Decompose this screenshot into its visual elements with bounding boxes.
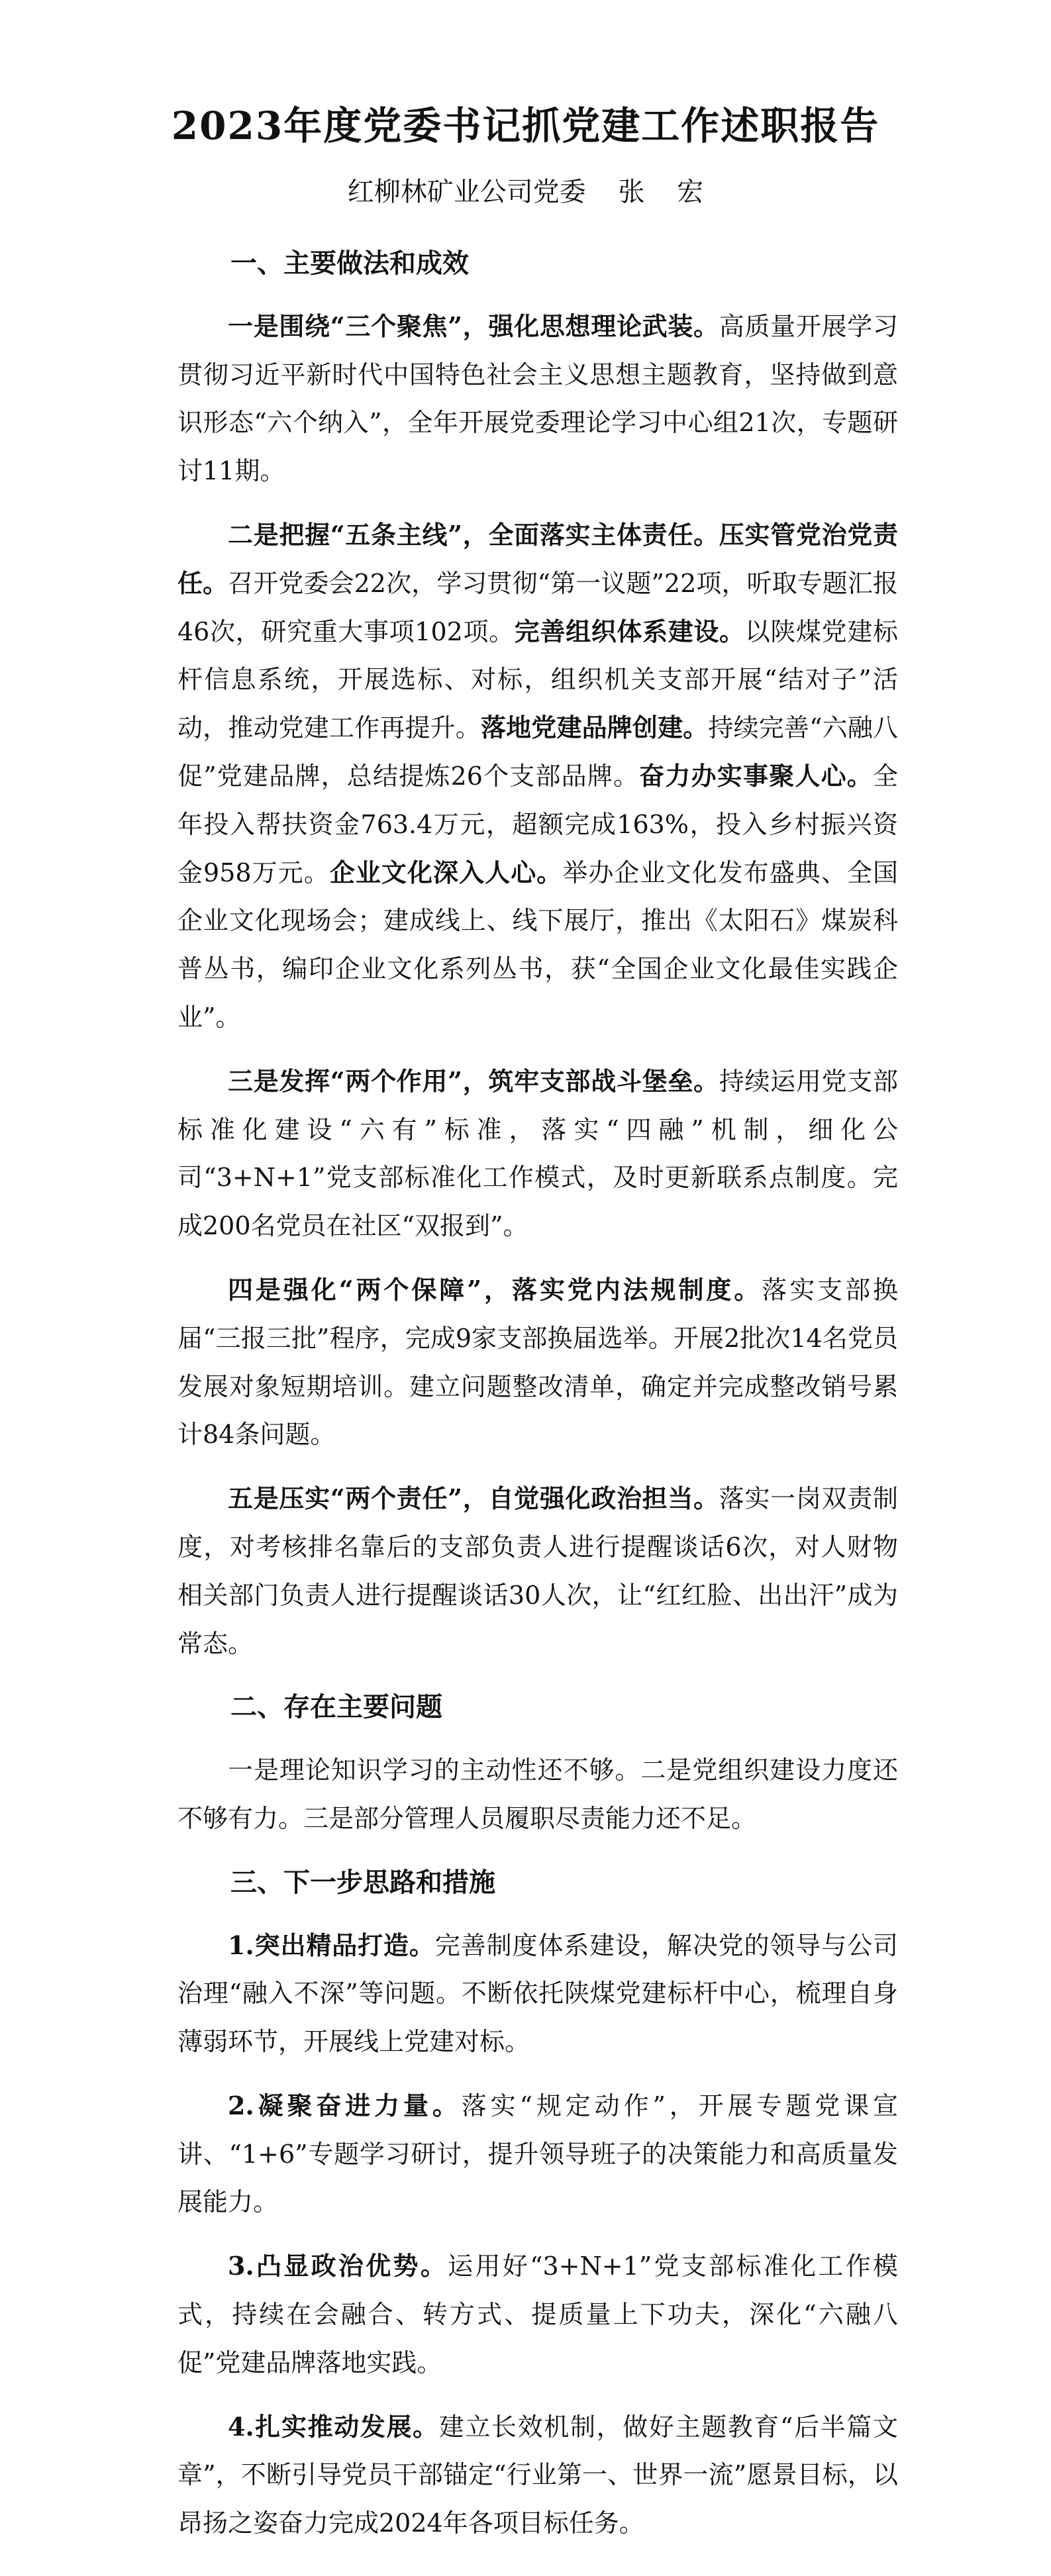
paragraph-lead: 3.凸显政治优势。	[228, 2251, 448, 2281]
paragraph-regulations	[177, 1266, 898, 1459]
paragraph-sublead: 落地党建品牌创建。	[480, 713, 709, 743]
paragraph-lead: 4.扎实推动发展。	[228, 2411, 439, 2442]
paragraph-text: 举办企业文化发布盛典、全国企业文化现场会；建成线上、线下展厅，推出《太阳石》煤炭科普丛书，编印企业文化系列丛书，获“全国企业文化最佳实践企业”。	[177, 858, 898, 1032]
paragraph-lead: 1.突出精品打造。	[228, 1930, 435, 1960]
section-heading-problems: 二、存在主要问题	[230, 1692, 442, 1723]
document-body	[177, 240, 898, 2563]
paragraph-lead: 五是压实“两个责任”，自觉强化政治担当。	[228, 1483, 719, 1514]
paragraph-text: 建立长效机制，做好主题教育“后半篇文章”，不断引导党员干部锚定“行业第一、世界一流”愿景目标，以昂扬之姿奋力完成2024年各项目标任务。	[177, 2412, 898, 2538]
document-author-line: 红柳林矿业公司党委 张 宏	[347, 177, 704, 207]
paragraph-text: 运用好“3+N+1”党支部标准化工作模式，持续在会融合、转方式、提质量上下功夫，深化“六融八促”党建品牌落地实践。	[177, 2252, 899, 2377]
paragraph-text: 全年投入帮扶资金763.4万元，超额完成163%，投入乡村振兴资金958万元。	[177, 761, 898, 887]
document-title: 2023年度党委书记抓党建工作述职报告	[171, 103, 880, 148]
paragraph-text: 一是理论知识学习的主动性还不够。二是党组织建设力度还不够有力。三是部分管理人员履职尽责能力还不足。	[177, 1756, 898, 1833]
paragraph-text: 落实一岗双责制度，对考核排名靠后的支部负责人进行提醒谈话6次，对人财物相关部门负责人进行提醒谈话30人次，让“红红脸、出出汗”成为常态。	[177, 1484, 898, 1658]
paragraph-sublead: 完善组织体系建设。	[514, 616, 745, 646]
paragraph-lead: 一是围绕“三个聚焦”，强化思想理论武装。	[228, 311, 719, 341]
paragraph-lead: 2.凝聚奋进力量。	[228, 2090, 462, 2120]
paragraph-lead: 三是发挥“两个作用”，筑牢支部战斗堡垒。	[228, 1065, 719, 1096]
paragraph-sublead: 压实管党治党责任。	[177, 519, 898, 598]
paragraph-text: 高质量开展学习贯彻习近平新时代中国特色社会主义思想主题教育，坚持做到意识形态“六个纳入”，全年开展党委理论学习中心组21次，专题研讨11期。	[177, 311, 898, 486]
paragraph-quality-building	[177, 1922, 898, 2066]
paragraph-lead: 二是把握“五条主线”，全面落实主体责任。	[228, 519, 719, 550]
paragraph-political-duty	[177, 1475, 898, 1667]
paragraph-lead: 四是强化“两个保障”，落实党内法规制度。	[228, 1274, 762, 1305]
paragraph-text: 落实“规定动作”，开展专题党课宣讲、“1+6”专题学习研讨，提升领导班子的决策能力和高质量发展能力。	[177, 2091, 899, 2217]
paragraph-political-advantage	[177, 2242, 898, 2387]
paragraph-problems	[177, 1746, 898, 1843]
paragraph-main-responsibility	[177, 511, 898, 1042]
paragraph-text: 完善制度体系建设，解决党的领导与公司治理“融入不深”等问题。不断依托陕煤党建标杆中心，梳理自身薄弱环节，开展线上党建对标。	[177, 1930, 898, 2057]
paragraph-gather-strength	[177, 2082, 898, 2226]
paragraph-text: 持续完善“六融八促”党建品牌，总结提炼26个支部品牌。	[177, 713, 898, 791]
paragraph-theory-study	[177, 303, 898, 495]
paragraph-sublead: 企业文化深入人心。	[329, 857, 563, 887]
paragraph-sublead: 奋力办实事聚人心。	[639, 760, 873, 791]
paragraph-promote-development	[177, 2403, 898, 2548]
section-heading-next-steps: 三、下一步思路和措施	[230, 1867, 495, 1898]
paragraph-text: 持续运用党支部标准化建设“六有”标准，落实“四融”机制，细化公司“3+N+1”党支部标准化工作模式，及时更新联系点制度。完成200名党员在社区“双报到”。	[177, 1066, 898, 1241]
paragraph-text: 召开党委会22次，学习贯彻“第一议题”22项，听取专题汇报46次，研究重大事项102项。	[177, 568, 898, 646]
section-heading-achievements: 一、主要做法和成效	[230, 248, 469, 279]
paragraph-branch-fortress	[177, 1058, 898, 1250]
paragraph-text: 落实支部换届“三报三批”程序，完成9家支部换届选举。开展2批次14名党员发展对象短期培训。建立问题整改清单，确定并完成整改销号累计84条问题。	[177, 1275, 898, 1450]
paragraph-text: 以陕煤党建标杆信息系统，开展选标、对标，组织机关支部开展“结对子”活动，推动党建工作再提升。	[177, 617, 898, 743]
